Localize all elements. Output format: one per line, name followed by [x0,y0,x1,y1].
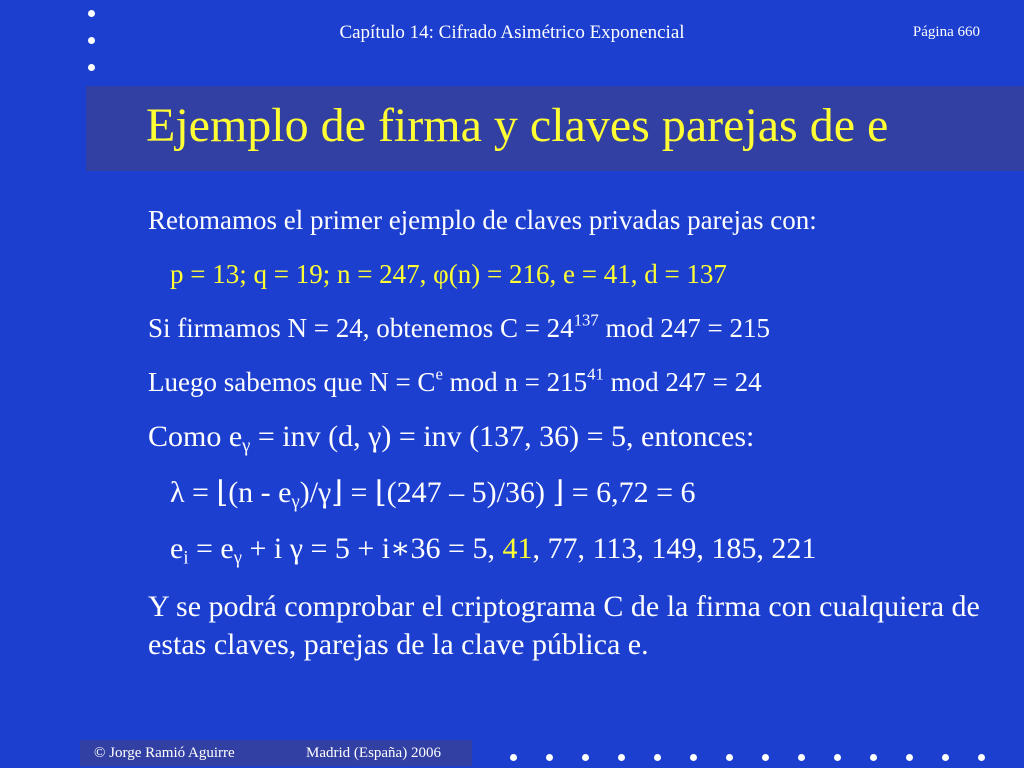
dot-icon [546,754,553,761]
dot-icon [978,754,985,761]
dot-icon [942,754,949,761]
decorative-dots-bottom [510,754,1014,761]
floor-close-symbol: ⌋ [552,475,565,510]
floor-open-symbol: ⌊ [216,475,229,510]
dot-icon [654,754,661,761]
dot-icon [582,754,589,761]
slide-content [148,204,1008,664]
footer-author: © Jorge Ramió Aguirre [94,745,235,761]
highlighted-key: 41 [502,532,533,565]
dot-icon [690,754,697,761]
lambda-line: λ = ⌊(n - $e_\gamma)/\gamma⌋$ = ⌊(247 – 5)/36) ⌋ = 6,72 = 6 [170,475,696,513]
conclusion-paragraph: Y se podrá comprobar el criptograma C de la firma con cualquiera de estas claves, parejas de la clave pública e. [148,590,980,661]
chapter-header: Capítulo 14: Cifrado Asimétrico Exponencial [339,22,685,43]
signature-line: Si firmamos N = 24, obtenemos $C = 24^{137}$ mod 247 = 215 [148,310,771,343]
dot-icon [798,754,805,761]
dot-icon [510,754,517,761]
footer-bar [80,740,472,766]
slide-title: Ejemplo de firma y claves parejas de e [146,99,889,152]
dot-icon [726,754,733,761]
dot-icon [834,754,841,761]
dot-icon [618,754,625,761]
footer-place: Madrid (España) 2006 [306,745,441,761]
verification-line: Luego sabemos que $N = C^e$ mod $n = 215^{41}$ mod 247 = 24 [148,364,762,397]
keys-list-line: $e_i = e_\gamma + i$ γ = 5 + i∗36 = 5, 41, 77, 113, 149, 185, 221 [170,532,817,569]
intro-line: Retomamos el primer ejemplo de claves privadas parejas con: [148,205,817,235]
dot-icon [762,754,769,761]
floor-open-symbol: ⌊ [374,475,387,510]
dot-icon [870,754,877,761]
dot-icon [88,64,95,71]
dot-icon [88,10,95,17]
dot-icon [906,754,913,761]
floor-close-symbol: ⌋ [331,475,344,510]
title-bar [86,86,1024,171]
parameters-line: p = 13; q = 19; n = 247, φ(n) = 216, e = 41, d = 137 [170,259,727,289]
page-number: Página 660 [912,24,980,40]
e-gamma-line: Como $e_\gamma$ = inv (d, γ) = inv (137, 36) = 5, entonces: [148,420,755,457]
